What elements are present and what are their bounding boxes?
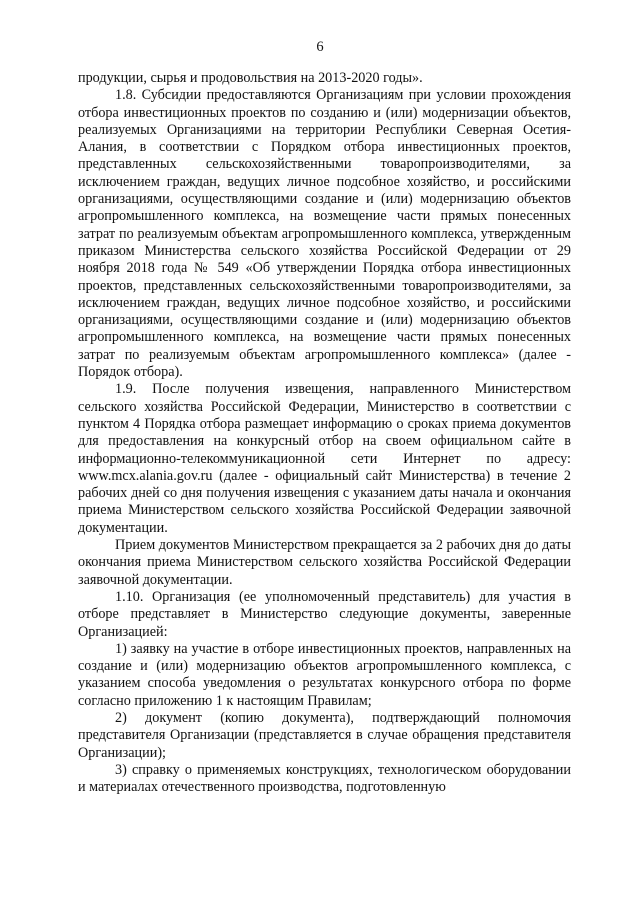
paragraph-1-8: 1.8. Субсидии предоставляются Организациям при условии прохождения отбора инвестиционных проектов по созданию и (или) модернизации объектов, реализуемых Организациями на территории Республики Северная Осетия-Алания, в соответствии с Порядком отбора инвестиционных проектов, представленных сельскохозяйственными товаропроизводителями, за исключением граждан, ведущих личное подсобное хозяйство, и российскими организациями, осуществляющими создание и (или) модернизацию объектов агропромышленного комплекса, на возмещение части прямых понесенных затрат по реализуемым объектам агропромышленного комплекса, утвержденным приказом Министерства сельского хозяйства Российской Федерации от 29 ноября 2018 года № 549 «Об утверждении Порядка отбора инвестиционных проектов, представленных сельскохозяйственными товаропроизводителями, за исключением граждан, ведущих личное подсобное хозяйство, и российскими организациями, осуществляющими создание и (или) модернизацию объектов агропромышленного комплекса, на возмещение части прямых понесенных затрат по реализуемым объектам агропромышленного комплекса» (далее - Порядок отбора). — [78, 87, 571, 381]
body-text — [78, 70, 571, 796]
list-item-3: 3) справку о применяемых конструкциях, технологическом оборудовании и материалах отечественного производства, подготовленную — [78, 761, 571, 796]
page-number: 6 — [316, 39, 324, 55]
paragraph-continuation: продукции, сырья и продовольствия на 2013-2020 годы». — [78, 70, 423, 86]
paragraph-1-9: 1.9. После получения извещения, направленного Министерством сельского хозяйства Российской Федерации, Министерство в соответствии с пунктом 4 Порядка отбора размещает информацию о сроках приема документов для предоставления на конкурсный отбор на своем официальном сайте в информационно-телекоммуникационной сети Интернет по адресу: www.mcx.alania.gov.ru (далее - официальный сайт Министерства) в течение 2 рабочих дней со дня получения извещения с указанием даты начала и окончания приема Министерством сельского хозяйства Российской Федерации заявочной документации. — [78, 381, 571, 536]
paragraph-1-10: 1.10. Организация (ее уполномоченный представитель) для участия в отборе представляет в Министерство следующие документы, заверенные Организацией: — [78, 588, 571, 640]
list-item-2: 2) документ (копию документа), подтверждающий полномочия представителя Организации (представляется в случае обращения представителя Организации); — [78, 709, 571, 761]
paragraph-document-acceptance: Прием документов Министерством прекращается за 2 рабочих дня до даты окончания приема Министерством сельского хозяйства Российской Федерации заявочной документации. — [78, 537, 571, 588]
list-item-1: 1) заявку на участие в отборе инвестиционных проектов, направленных на создание и (или) модернизацию объектов агропромышленного комплекса, с указанием способа уведомления о результатах конкурсного отбора по форме согласно приложению 1 к настоящим Правилам; — [78, 640, 571, 709]
